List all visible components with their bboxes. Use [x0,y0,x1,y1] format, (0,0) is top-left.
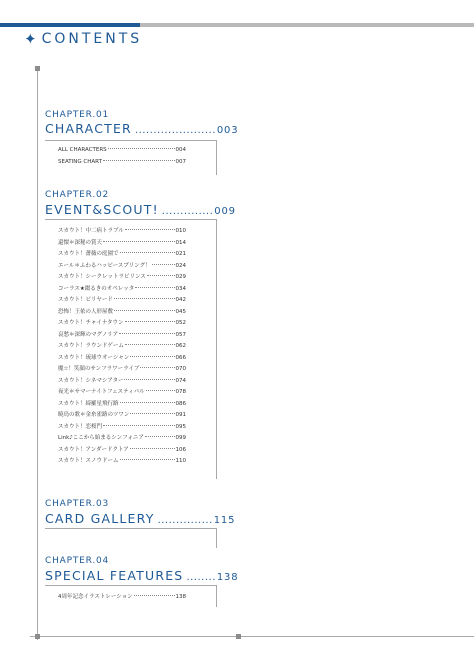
entry-page: 007 [175,158,186,165]
frame-corner-marker [35,634,40,639]
chapter-heading[interactable] [45,568,238,585]
entry-page: 062 [175,343,186,349]
chapter-title: CARD GALLERY [45,511,155,526]
entry-leader [147,274,175,276]
star-icon: ✦ [24,30,37,48]
entry-page: 052 [175,320,186,326]
toc-entry[interactable] [58,410,186,422]
entry-title: Link♪ここから始まるシンフォニア [58,435,144,441]
toc-entry[interactable] [58,330,186,342]
entry-leader [125,343,175,345]
entry-leader [152,263,175,265]
entry-leader [120,251,175,253]
chapter-heading[interactable] [45,202,236,219]
entry-title: スカウト！アンダードクトア [58,446,129,453]
entry-page: 074 [175,377,186,384]
entry-page: 110 [175,458,186,464]
chapter-leader: ...................... [134,125,216,136]
entry-page: 086 [175,400,186,407]
entry-leader [130,412,174,414]
entry-page: 066 [175,354,186,361]
toc-entry[interactable] [58,157,186,169]
chapter-heading[interactable] [45,121,238,138]
frame-bottom-line [30,636,474,637]
toc-entry[interactable] [58,145,186,157]
toc-entry[interactable] [58,307,186,319]
chapter-label: CHAPTER.04 [45,556,110,566]
entry-page: 024 [175,262,186,269]
entry-title: スカウト！中二病トラブル [58,228,124,234]
chapter-rule [45,219,217,220]
entry-leader [135,286,174,288]
entry-title: スカウト！シークレットラビリンス [58,274,146,280]
entry-page: 029 [175,274,186,280]
entry-page: 057 [175,331,186,338]
entry-title: SEATING CHART [58,158,102,165]
entry-leader [103,424,174,426]
entry-page: 070 [175,366,186,372]
top-rule-accent [0,23,140,27]
frame-corner-marker [35,66,40,71]
entry-leader [125,228,175,230]
chapter-heading[interactable] [45,511,235,528]
entry-title: スカウト！薔薇の庭園で [58,251,119,257]
chapter-label: CHAPTER.03 [45,499,110,509]
contents-header [24,30,142,48]
frame-center-marker [236,634,241,639]
chapter-label: CHAPTER.02 [45,190,110,200]
entry-leader [103,159,175,161]
entry-title: スカウト！ビリヤード [58,297,113,303]
entry-leader [124,378,174,380]
chapter-page: 115 [213,515,236,526]
chapter-page: 009 [214,206,236,217]
chapter-entries [58,145,186,168]
toc-entry[interactable] [58,387,186,399]
entry-title: コーラス★綴るきのオペレッタ [58,285,135,292]
toc-entry[interactable] [58,422,186,434]
entry-title: 哀愁＊深輝のマグノリア [58,331,119,338]
chapter-label: CHAPTER.01 [45,110,110,120]
entry-leader [120,458,175,460]
entry-leader [145,435,175,437]
entry-page: 014 [175,239,186,246]
entry-page: 045 [175,308,186,315]
page-title: CONTENTS [41,31,143,47]
entry-page: 091 [175,412,186,418]
entry-title: 還懐＊深秘の賞天 [58,239,103,246]
toc-entry[interactable] [58,433,186,445]
toc-entry[interactable] [58,226,186,238]
entry-page: 010 [175,228,186,234]
entry-page: 138 [175,594,186,600]
entry-page: 042 [175,297,186,303]
toc-entry[interactable] [58,456,186,468]
entry-leader [130,355,174,357]
entry-page: 004 [175,147,186,153]
entry-leader [108,147,175,149]
entry-leader [134,594,175,596]
entry-page: 095 [175,423,186,430]
chapter-leader: ........ [186,572,216,583]
entry-title: スカウト！スノウドーム [58,458,119,464]
entry-title: スカウト！チャイナタウン [58,320,124,326]
toc-entry[interactable] [58,341,186,353]
toc-entry[interactable] [58,295,186,307]
entry-title: 暁鳥の歌＊金糸雀路のツワン [58,412,130,418]
entry-leader [120,401,175,403]
toc-entry[interactable] [58,399,186,411]
chapter-title: CHARACTER [45,121,132,136]
entry-title: 魔☆！笑顔のサンフラワーライブ [58,366,140,372]
toc-entry[interactable] [58,376,186,388]
entry-leader [130,447,175,449]
entry-title: 恐怖！王依の人形屋敷 [58,308,114,315]
chapter-rule [45,528,217,529]
chapter-title: SPECIAL FEATURES [45,568,184,583]
entry-title: 夜光＊サマーナイトフェスティバル [58,389,145,395]
entry-title: ALL CHARACTERS [58,147,107,153]
toc-entry[interactable] [58,318,186,330]
chapter-rule-tick [216,585,217,607]
entry-leader [114,309,174,311]
frame-left-line [37,68,38,640]
chapter-rule [45,585,217,586]
entry-leader [119,332,174,334]
toc-entry[interactable] [58,238,186,250]
entry-page: 021 [175,251,186,257]
entry-title: スカウト！ラウンドゲーム [58,343,124,349]
chapter-leader: ............... [157,515,213,526]
entry-leader [146,389,175,391]
entry-page: 106 [175,446,186,453]
chapter-rule-tick [216,528,217,548]
chapter-title: EVENT&SCOUT! [45,202,159,217]
chapter-rule [45,140,217,141]
toc-entry[interactable] [58,445,186,457]
chapter-rule-tick [216,219,217,479]
entry-title: スカウト！綺羅星飛行路 [58,400,119,407]
toc-entry[interactable] [58,592,186,604]
entry-title: スカウト！琉球ウオーシャン [58,354,130,361]
entry-leader [140,366,174,368]
entry-title: エール＊ふわるハッピースプリング！ [58,262,151,269]
chapter-entries [58,592,186,604]
entry-leader [125,320,175,322]
entry-title: スカウト！恋桜門 [58,423,103,430]
toc-entry[interactable] [58,353,186,365]
toc-entry[interactable] [58,272,186,284]
toc-entry[interactable] [58,364,186,376]
chapter-page: 138 [216,572,239,583]
entry-title: 4周年記念イラストレーション [58,594,133,600]
chapter-rule-tick [216,140,217,175]
toc-entry[interactable] [58,284,186,296]
entry-page: 099 [175,435,186,441]
chapter-entries [58,226,186,468]
entry-leader [114,297,175,299]
entry-page: 034 [175,285,186,292]
entry-title: スカウト！シネマシアター [58,377,124,384]
entry-page: 078 [175,389,186,395]
toc-entry[interactable] [58,261,186,273]
entry-leader [103,240,174,242]
toc-entry[interactable] [58,249,186,261]
chapter-page: 003 [216,125,239,136]
chapter-leader: .............. [161,206,214,217]
